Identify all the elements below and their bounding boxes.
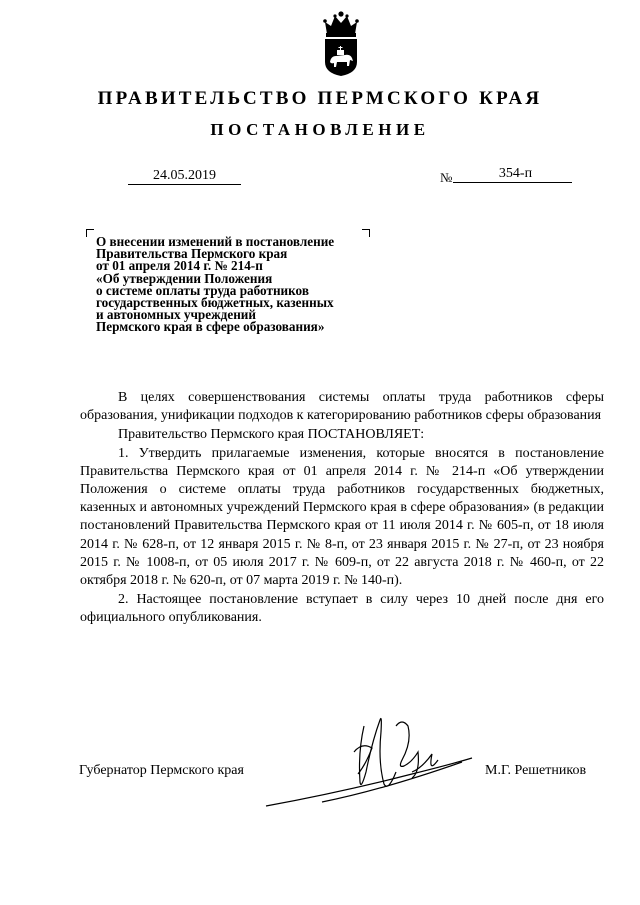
subject-line: О внесении изменений в постановление: [96, 234, 335, 249]
item-1-paragraph: 1. Утвердить прилагаемые изменения, которые вносятся в постановление Правительства Пермского края от 01 апреля 2014 г. № 214-п «Об утверждении Положения о системе оплаты труда работников государственных бюджетных, казенных и автономных учреждений Пермского края в сфере образования» (в редакции постановлений Правительства Пермского края от 11 июля 2014 г. № 605-п, от 18 июля 2014 г. № 628-п, от 12 января 2015 г. № 8-п, от 23 января 2015 г. № 27-п, от 23 ноября 2015 г. № 1008-п, от 05 июля 2017 г. № 609-п, от 22 августа 2018 г. № 460-п, от 22 октября 2018 г. № 620-п, от 07 марта 2019 г. № 140-п).: [80, 445, 604, 589]
document-subject: [96, 236, 386, 334]
number-sign: №: [440, 170, 453, 185]
subject-line: «Об утверждении Положения: [96, 270, 273, 286]
preamble-paragraph: В целях совершенствования системы оплаты труда работников сферы образования, унификации подходов к категорированию работников сферы образования: [80, 390, 604, 424]
subject-line: Пермского края в сфере образования»: [96, 319, 325, 335]
subject-line: от 01 апреля 2014 г. № 214-п: [96, 258, 263, 274]
signatory-role: Губернатор Пермского края: [79, 763, 244, 778]
signatory-name: М.Г. Решетников: [485, 763, 587, 778]
subject-corner-left: [86, 229, 94, 237]
handwritten-signature: [262, 712, 487, 812]
subject-line: Правительства Пермского края: [96, 246, 288, 262]
coat-of-arms-icon: [319, 10, 363, 78]
subject-line: о системе оплаты труда работников: [96, 282, 309, 298]
subject-line: государственных бюджетных, казенных: [96, 295, 334, 311]
document-date: 24.05.2019: [128, 167, 241, 185]
document-number: 354-п: [453, 165, 572, 183]
decree-paragraph: Правительство Пермского края ПОСТАНОВЛЯЕТ:: [118, 427, 425, 443]
item-2-paragraph: 2. Настоящее постановление вступает в силу через 10 дней после дня его официального опубликования.: [80, 592, 604, 626]
government-title: ПРАВИТЕЛЬСТВО ПЕРМСКОГО КРАЯ: [97, 88, 543, 109]
document-type: ПОСТАНОВЛЕНИЕ: [210, 120, 430, 139]
document-body: [80, 389, 604, 628]
subject-line: и автономных учреждений: [96, 307, 256, 323]
